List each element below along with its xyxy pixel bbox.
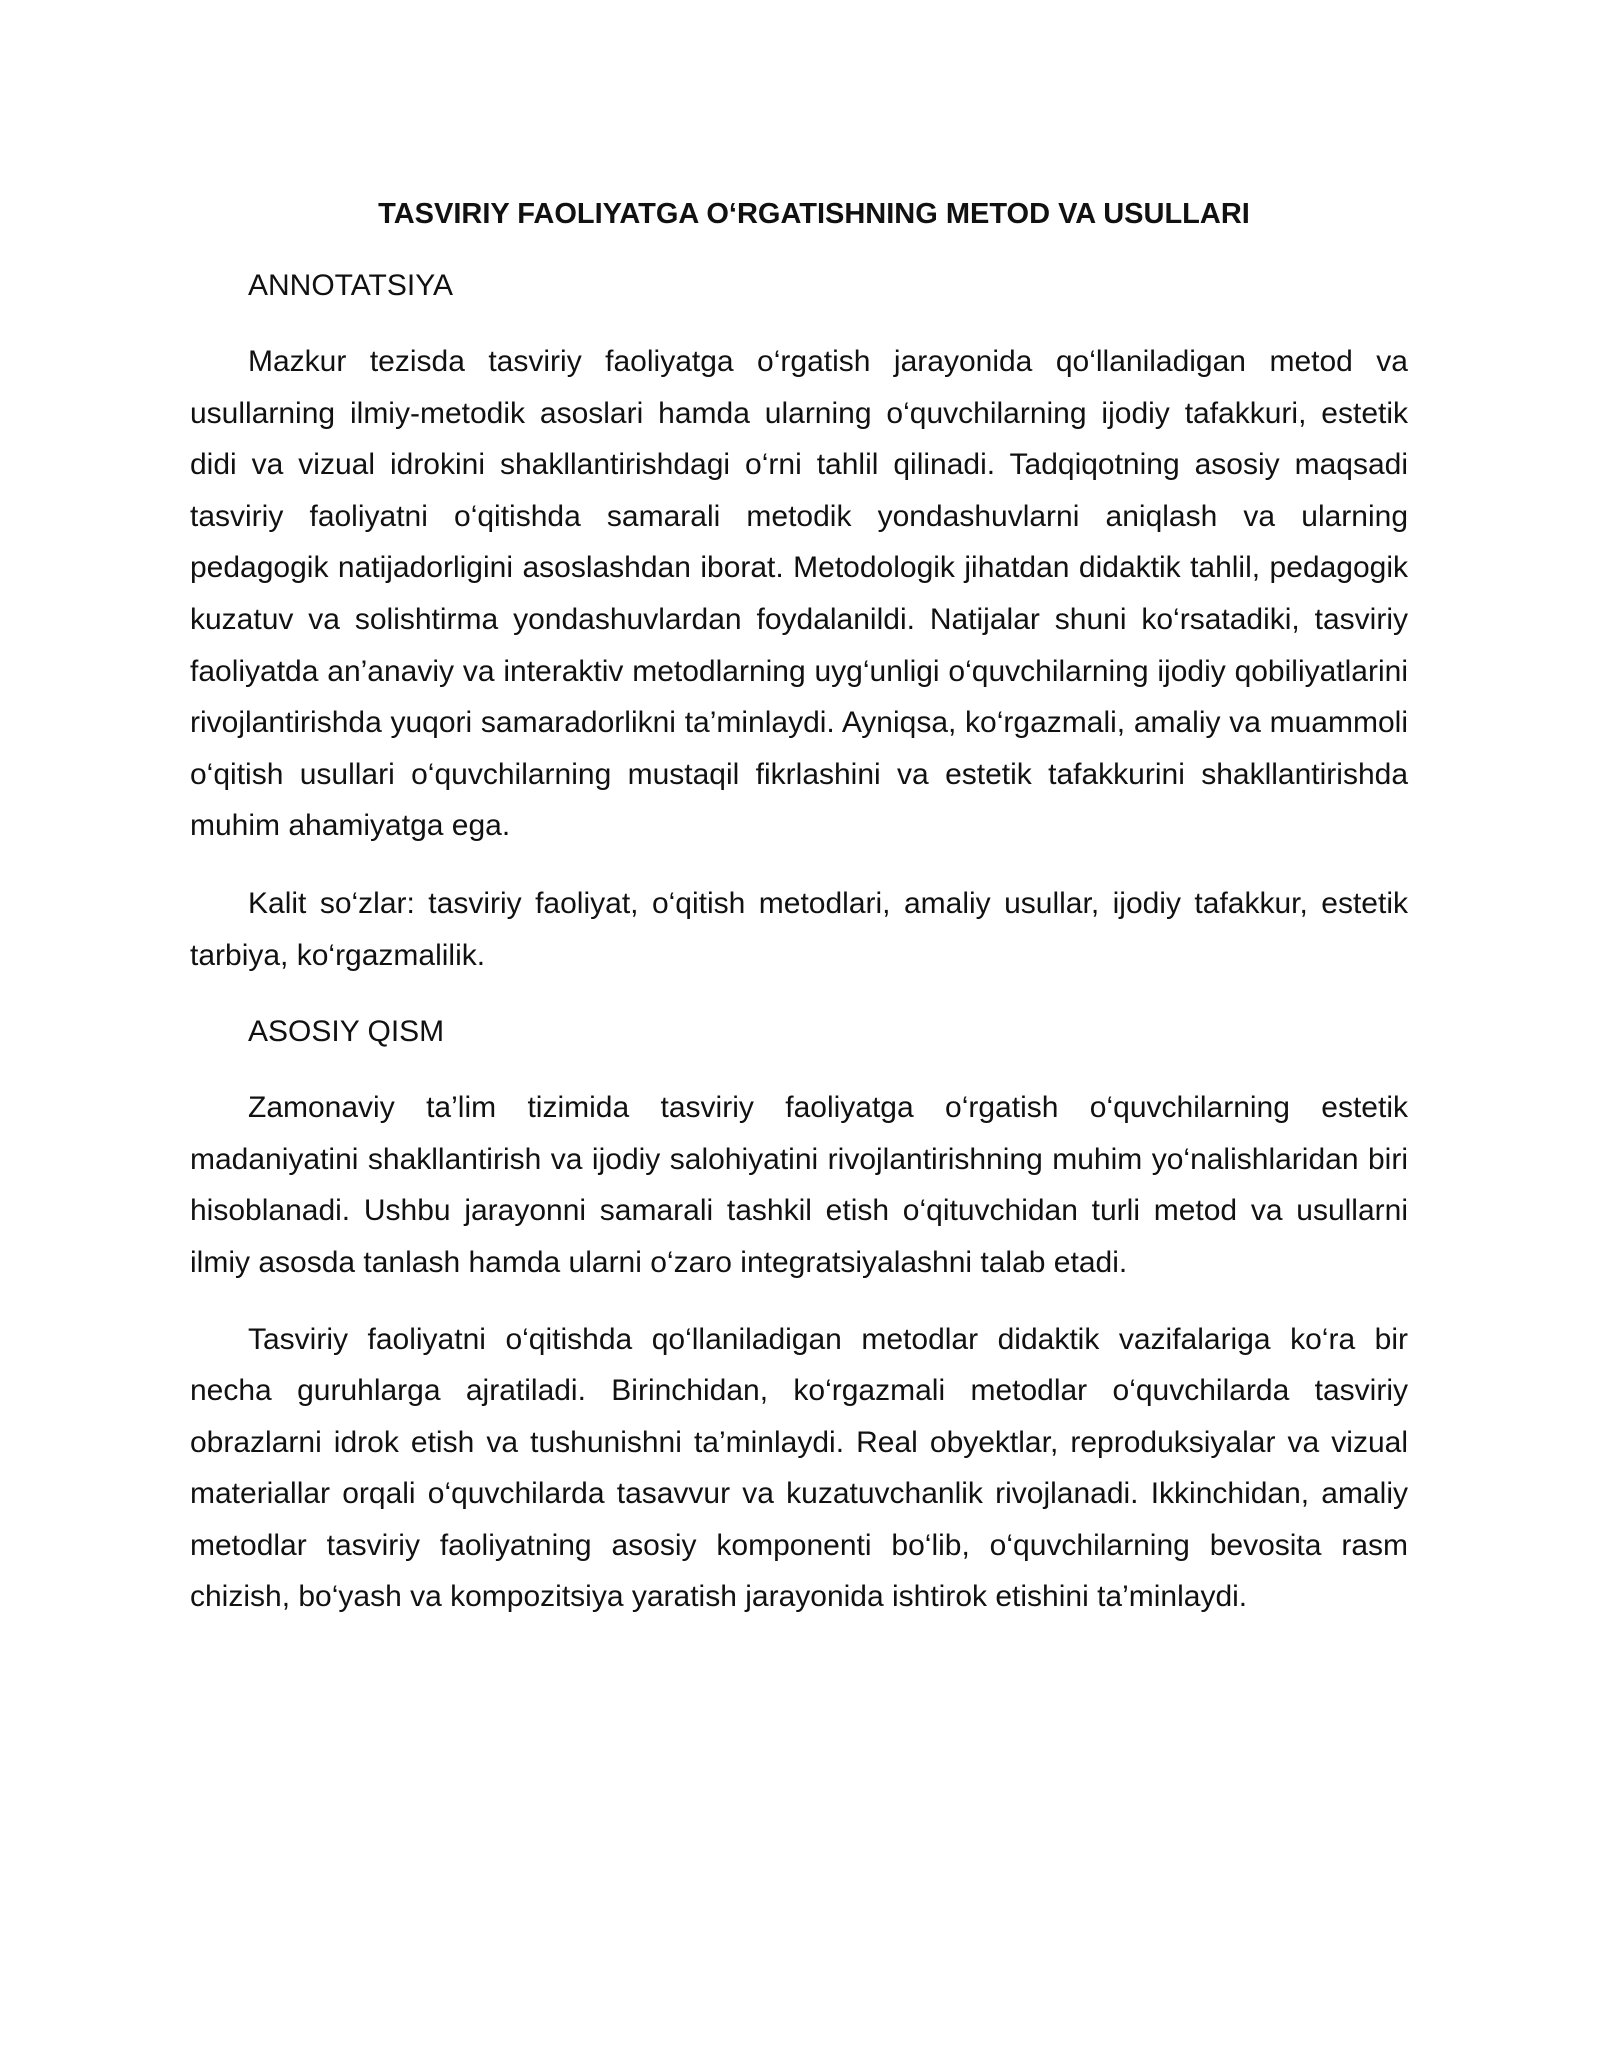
body-paragraph: Zamonaviy ta’lim tizimida tasviriy faoliyatga o‘rgatish o‘quvchilarning estetik madaniyatini shakllantirish va ijodiy salohiyatini rivojlantirishning muhim yo‘nalishlaridan biri hisoblanadi. Ushbu jarayonni samarali tashkil etish o‘qituvchidan turli metod va usullarni ilmiy asosda tanlash hamda ularni o‘zaro integratsiyalashni talab etadi. [190, 1091, 1408, 1279]
keywords-paragraph: Kalit so‘zlar: tasviriy faoliyat, o‘qitish metodlari, amaliy usullar, ijodiy tafakkur, estetik tarbiya, ko‘rgazmalilik. [190, 886, 1408, 972]
abstract-paragraph: Mazkur tezisda tasviriy faoliyatga o‘rgatish jarayonida qo‘llaniladigan metod va usullarning ilmiy-metodik asoslari hamda ularning o‘quvchilarning ijodiy tafakkuri, estetik didi va vizual idrokini shakllantirishdagi o‘rni tahlil qilinadi. Tadqiqotning asosiy maqsadi tasviriy faoliyatni o‘qitishda samarali metodik yondashuvlarni aniqlash va ularning pedagogik natijadorligini asoslashdan iborat. Metodologik jihatdan didaktik tahlil, pedagogik kuzatuv va solishtirma yondashuvlardan foydalanildi. Natijalar shuni ko‘rsatadiki, tasviriy faoliyatda an’anaviy va interaktiv metodlarning uyg‘unligi o‘quvchilarning ijodiy qobiliyatlarini rivojlantirishda yuqori samaradorlikni ta’minlaydi. Ayniqsa, ko‘rgazmali, amaliy va muammoli o‘qitish usullari o‘quvchilarning mustaqil fikrlashini va estetik tafakkurini shakllantirishda muhim ahamiyatga ega. [190, 345, 1408, 843]
document-title: TASVIRIY FAOLIYATGA O‘RGATISHNING METOD VA USULLARI [378, 198, 1250, 230]
body-paragraph: Tasviriy faoliyatni o‘qitishda qo‘llaniladigan metodlar didaktik vazifalariga ko‘ra bir necha guruhlarga ajratiladi. Birinchidan, ko‘rgazmali metodlar o‘quvchilarda tasviriy obrazlarni idrok etish va tushunishni ta’minlaydi. Real obyektlar, reproduksiyalar va vizual materiallar orqali o‘quvchilarda tasavvur va kuzatuvchanlik rivojlanadi. Ikkinchidan, amaliy metodlar tasviriy faoliyatning asosiy komponenti bo‘lib, o‘quvchilarning bevosita rasm chizish, bo‘yash va kompozitsiya yaratish jarayonida ishtirok etishini ta’minlaydi. [190, 1322, 1408, 1614]
annotation-heading: ANNOTATSIYA [248, 269, 454, 302]
document-page [190, 188, 1408, 1648]
main-section-heading: ASOSIY QISM [248, 1015, 445, 1049]
